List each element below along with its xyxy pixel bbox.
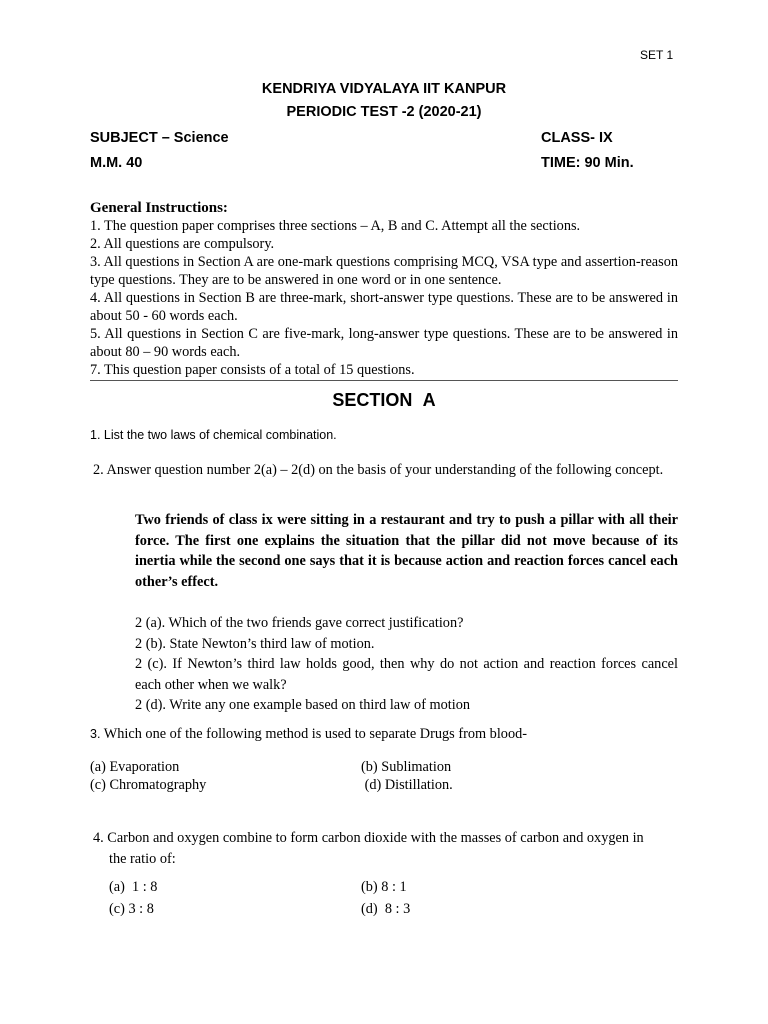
question-4 <box>93 828 678 870</box>
set-label: SET 1 <box>640 48 674 62</box>
question-2-stem: 2. Answer question number 2(a) – 2(d) on the basis of your understanding of the following concept. <box>93 462 664 478</box>
question-4-line2: the ratio of: <box>109 851 176 867</box>
q3-option-b: (b) Sublimation <box>361 759 452 775</box>
section-divider <box>90 380 678 381</box>
instruction-item: 1. The question paper comprises three sections – A, B and C. Attempt all the sections. <box>90 218 581 234</box>
subquestion-2a: 2 (a). Which of the two friends gave correct justification? <box>135 615 464 631</box>
general-instructions <box>90 199 678 379</box>
time-label: TIME: 90 Min. <box>541 155 634 171</box>
max-marks-label: M.M. 40 <box>90 155 143 171</box>
q4-option-a: (a) 1 : 8 <box>109 879 158 895</box>
test-name: PERIODIC TEST -2 (2020-21) <box>286 104 482 120</box>
question-3-number: 3. <box>90 727 101 741</box>
instruction-item: 2. All questions are compulsory. <box>90 236 275 252</box>
subquestion-2d: 2 (d). Write any one example based on third law of motion <box>135 697 471 713</box>
instruction-item: 7. This question paper consists of a total of 15 questions. <box>90 362 415 378</box>
q3-option-d: (d) Distillation. <box>361 777 453 793</box>
question-4-line1: 4. Carbon and oxygen combine to form carbon dioxide with the masses of carbon and oxygen in <box>93 830 644 846</box>
instruction-item: 4. All questions in Section B are three-mark, short-answer type questions. These are to be answered in about 50 - 60 words each. <box>90 290 678 324</box>
instructions-heading: General Instructions: <box>90 200 228 216</box>
q4-option-b: (b) 8 : 1 <box>361 879 407 895</box>
subject-label: SUBJECT – Science <box>90 130 229 146</box>
question-3 <box>90 726 527 743</box>
section-title: SECTION A <box>332 390 436 410</box>
q4-option-c: (c) 3 : 8 <box>109 901 154 917</box>
instruction-item: 5. All questions in Section C are five-mark, long-answer type questions. These are to be answered in about 80 – 90 words each. <box>90 326 678 360</box>
q3-option-a: (a) Evaporation <box>90 759 180 775</box>
question-3-text: Which one of the following method is used to separate Drugs from blood- <box>100 726 528 742</box>
q3-option-c: (c) Chromatography <box>90 777 207 793</box>
question-2-concept: Two friends of class ix were sitting in a restaurant and try to push a pillar with all their force. The first one explains the situation that the pillar did not move because of its inertia while the second one says that it is because action and reaction forces cancel each other’s effect. <box>135 512 678 590</box>
question-2-subquestions <box>135 613 678 716</box>
instruction-item: 3. All questions in Section A are one-mark questions comprising MCQ, VSA type and assertion-reason type questions. They are to be answered in one word or in one sentence. <box>90 254 678 288</box>
subquestion-2b: 2 (b). State Newton’s third law of motion. <box>135 635 375 652</box>
q4-option-d: (d) 8 : 3 <box>361 901 411 917</box>
school-name: KENDRIYA VIDYALAYA IIT KANPUR <box>261 81 507 97</box>
subquestion-2c: 2 (c). If Newton’s third law holds good, then why do not action and reaction forces cancel each other when we walk? <box>135 656 678 693</box>
class-label: CLASS- IX <box>541 130 613 146</box>
question-1: 1. List the two laws of chemical combination. <box>90 428 337 442</box>
